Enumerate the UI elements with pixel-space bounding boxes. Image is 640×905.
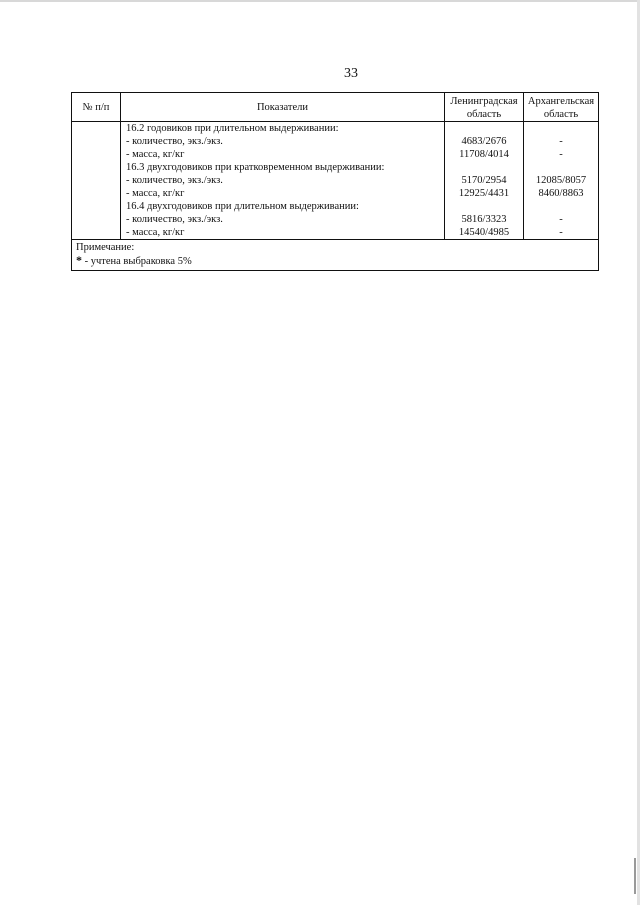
- arkhangelsk-value: [524, 161, 598, 174]
- indicator-line: 16.3 двухгодовиков при кратковременном выдерживании:: [126, 162, 385, 173]
- indicators-table: [71, 92, 599, 271]
- indicator-line: - количество, экз./экз.: [126, 136, 223, 147]
- scan-margin-mark: [634, 858, 636, 894]
- arkhangelsk-value: 8460/8863: [538, 188, 584, 199]
- table-body-row: [72, 122, 599, 240]
- note-asterisk: *: [76, 253, 82, 267]
- header-indicator: Показатели: [121, 93, 445, 122]
- arkhangelsk-value: -: [559, 214, 563, 225]
- note-row: [72, 240, 599, 271]
- header-leningrad-line2: область: [466, 108, 502, 120]
- leningrad-value: [445, 200, 523, 213]
- leningrad-value: [445, 161, 523, 174]
- header-arkhangelsk-line1: Архангельская: [527, 95, 595, 107]
- header-arkhangelsk: [524, 93, 599, 122]
- arkhangelsk-value: [524, 200, 598, 213]
- arkhangelsk-value: -: [559, 136, 563, 147]
- note-cell: [72, 240, 599, 271]
- leningrad-value: 12925/4431: [458, 188, 510, 199]
- leningrad-value: 5816/3323: [461, 214, 507, 225]
- arkhangelsk-value: [524, 122, 598, 135]
- indicator-line: - количество, экз./экз.: [126, 214, 223, 225]
- table-header-row: [72, 93, 599, 122]
- leningrad-value: [445, 122, 523, 135]
- arkhangelsk-value: -: [559, 227, 563, 238]
- leningrad-value: 4683/2676: [461, 136, 507, 147]
- indicator-line: 16.2 годовиков при длительном выдерживании:: [126, 123, 339, 134]
- indicator-line: - количество, экз./экз.: [126, 175, 223, 186]
- note-title: Примечание:: [76, 242, 135, 253]
- leningrad-value: 14540/4985: [458, 227, 510, 238]
- header-arkhangelsk-line2: область: [543, 108, 579, 120]
- page-top-edge: [0, 0, 640, 2]
- arkhangelsk-values-cell: [524, 122, 599, 240]
- num-cell: [72, 122, 121, 240]
- indicator-line: - масса, кг/кг: [126, 149, 185, 160]
- note-text: - учтена выбраковка 5%: [82, 256, 192, 267]
- leningrad-value: 11708/4014: [459, 149, 509, 160]
- arkhangelsk-value: -: [559, 149, 563, 160]
- page-number: 33: [344, 66, 358, 81]
- indicator-line: - масса, кг/кг: [126, 188, 185, 199]
- leningrad-values-cell: [445, 122, 524, 240]
- indicator-line: - масса, кг/кг: [126, 227, 185, 238]
- header-num: № п/п: [72, 93, 121, 122]
- leningrad-value: 5170/2954: [461, 175, 507, 186]
- arkhangelsk-value: 12085/8057: [535, 175, 587, 186]
- indicator-cell: [121, 122, 445, 240]
- header-leningrad: [445, 93, 524, 122]
- indicator-line: 16.4 двухгодовиков при длительном выдерживании:: [126, 201, 359, 212]
- header-leningrad-line1: Ленинградская: [450, 95, 518, 107]
- note-text-line: [76, 254, 598, 267]
